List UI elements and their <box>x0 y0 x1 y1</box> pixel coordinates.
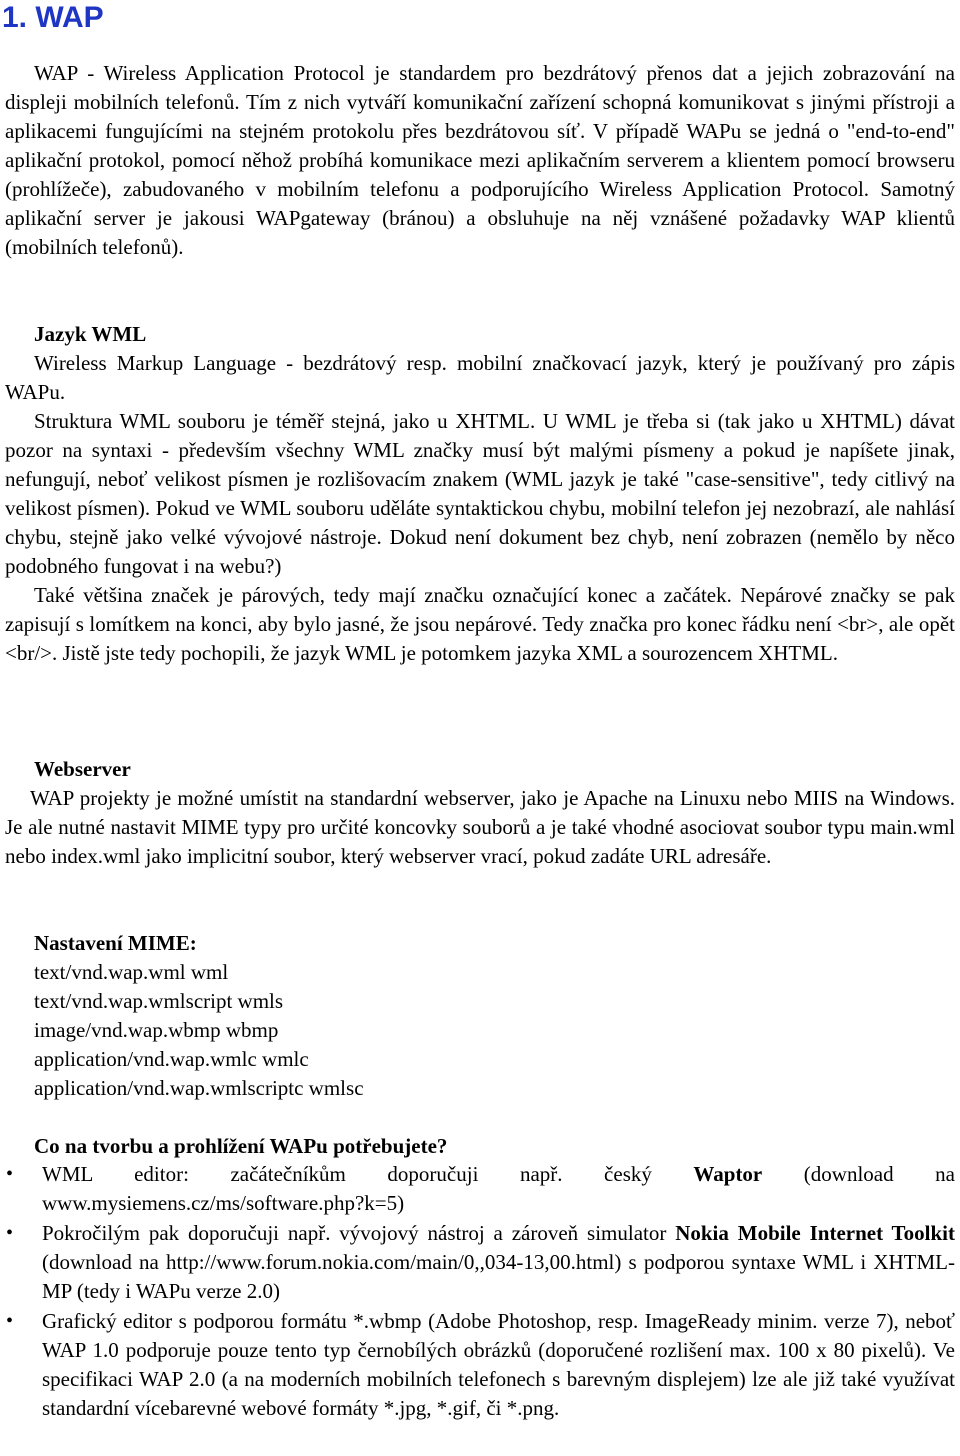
item-text: WML editor: začátečníkům doporučuji např. český <box>42 1162 694 1186</box>
wml-paragraph-1: Wireless Markup Language - bezdrátový resp. mobilní značkovací jazyk, který je používaný pro zápis WAPu. <box>5 351 955 404</box>
item-text: Grafický editor s podporou formátu *.wbmp (Adobe Photoshop, resp. ImageReady minim. verze 7), neboť WAP 1.0 podporuje pouze tento typ černobílých obrázků (doporučené rozlišení max. 100 x 80 pixelů). Ve specifikaci WAP 2.0 (a na moderních mobilních telefonech s barevným displejem) lze ale již také využívat standardní vícebarevné webové formáty *.jpg, *.gif, či *.png. <box>42 1309 955 1420</box>
requirements-list <box>0 1160 955 1423</box>
list-item <box>0 1160 955 1218</box>
webserver-paragraph: WAP projekty je možné umístit na standardní webserver, jako je Apache na Linuxu nebo MIIS na Windows. Je ale nutné nastavit MIME typy pro určité koncovky souborů a je také vhodné asociovat soubor typu main.wml nebo index.wml jako implicitní soubor, který webserver vrací, pokud zadáte URL adresáře. <box>5 786 955 868</box>
bullet-icon: • <box>6 1163 14 1185</box>
wml-section <box>5 320 955 668</box>
mime-heading: Nastavení MIME: <box>34 931 197 955</box>
webserver-section <box>5 755 955 871</box>
webserver-heading: Webserver <box>34 757 131 781</box>
bullet-icon: • <box>6 1310 14 1332</box>
wml-paragraph-2: Struktura WML souboru je téměř stejná, jako u XHTML. U WML je třeba si (tak jako u XHTML) dávat pozor na syntaxi - především všechny WML značky musí být malými písmeny a pokud je napíšete jinak, nefungují, neboť velikost písmen je rozlišovacím znakem (WML jazyk je také "case-sensitive", tedy citlivý na velikost písmen). Pokud ve WML souboru uděláte syntaktickou chybu, mobilní telefon jej nezobrazí, ale nahlásí chybu, stejně jako velké vývojové nástroje. Dokud není dokument bez chyb, není zobrazen (nemělo by něco podobného fungovat i na webu?) <box>5 409 955 578</box>
wml-heading: Jazyk WML <box>34 322 147 346</box>
mime-line: image/vnd.wap.wbmp wbmp <box>34 1018 279 1042</box>
bullet-icon: • <box>6 1222 14 1244</box>
mime-section <box>34 929 364 1103</box>
item-product-name: Waptor <box>693 1162 763 1186</box>
mime-line: text/vnd.wap.wmlscript wmls <box>34 989 284 1013</box>
item-product-name: Nokia Mobile Internet Toolkit <box>675 1221 955 1245</box>
page-title: 1. WAP <box>2 1 104 34</box>
intro-paragraph: WAP - Wireless Application Protocol je standardem pro bezdrátový přenos dat a jejich zobrazování na displeji mobilních telefonů. Tím z nich vytváří komunikační zařízení schopná komunikovat s jinými přístroji a aplikacemi fungujícími na stejném protokolu přes bezdrátovou síť. V případě WAPu se jedná o "end-to-end" aplikační protokol, pomocí něhož probíhá komunikace mezi aplikačním serverem a klientem pomocí browseru (prohlížeče), zabudovaného v mobilním telefonu a podporujícího Wireless Application Protocol. Samotný aplikační server je jakousi WAPgateway (bránou) a obsluhuje na něj vznášené požadavky WAP klientů (mobilních telefonů). <box>5 61 955 259</box>
wml-paragraph-3: Také většina značek je párových, tedy mají značku označující konec a začátek. Nepárové značky se pak zapisují s lomítkem na konci, aby bylo jasné, že jsou nepárové. Tedy značka pro konec řádku není <br>, ale opět <br/>. Jistě jste tedy pochopili, že jazyk WML je potomkem jazyka XML a sourozencem XHTML. <box>5 583 955 665</box>
intro-section <box>5 59 955 262</box>
item-text: (download na www.mysiemens.cz/ms/software.php?k=5) <box>42 1162 955 1215</box>
requirements-heading: Co na tvorbu a prohlížení WAPu potřebujete? <box>34 1134 448 1158</box>
mime-line: application/vnd.wap.wmlc wmlc <box>34 1047 309 1071</box>
item-text: Pokročilým pak doporučuji např. vývojový nástroj a zároveň simulator <box>42 1221 676 1245</box>
list-item <box>0 1219 955 1306</box>
item-text: (download na http://www.forum.nokia.com/main/0,,034-13,00.html) s podporou syntaxe WML i XHTML-MP (tedy i WAPu verze 2.0) <box>42 1250 955 1303</box>
mime-line: text/vnd.wap.wml wml <box>34 960 229 984</box>
list-item <box>0 1307 955 1423</box>
mime-line: application/vnd.wap.wmlscriptc wmlsc <box>34 1076 364 1100</box>
